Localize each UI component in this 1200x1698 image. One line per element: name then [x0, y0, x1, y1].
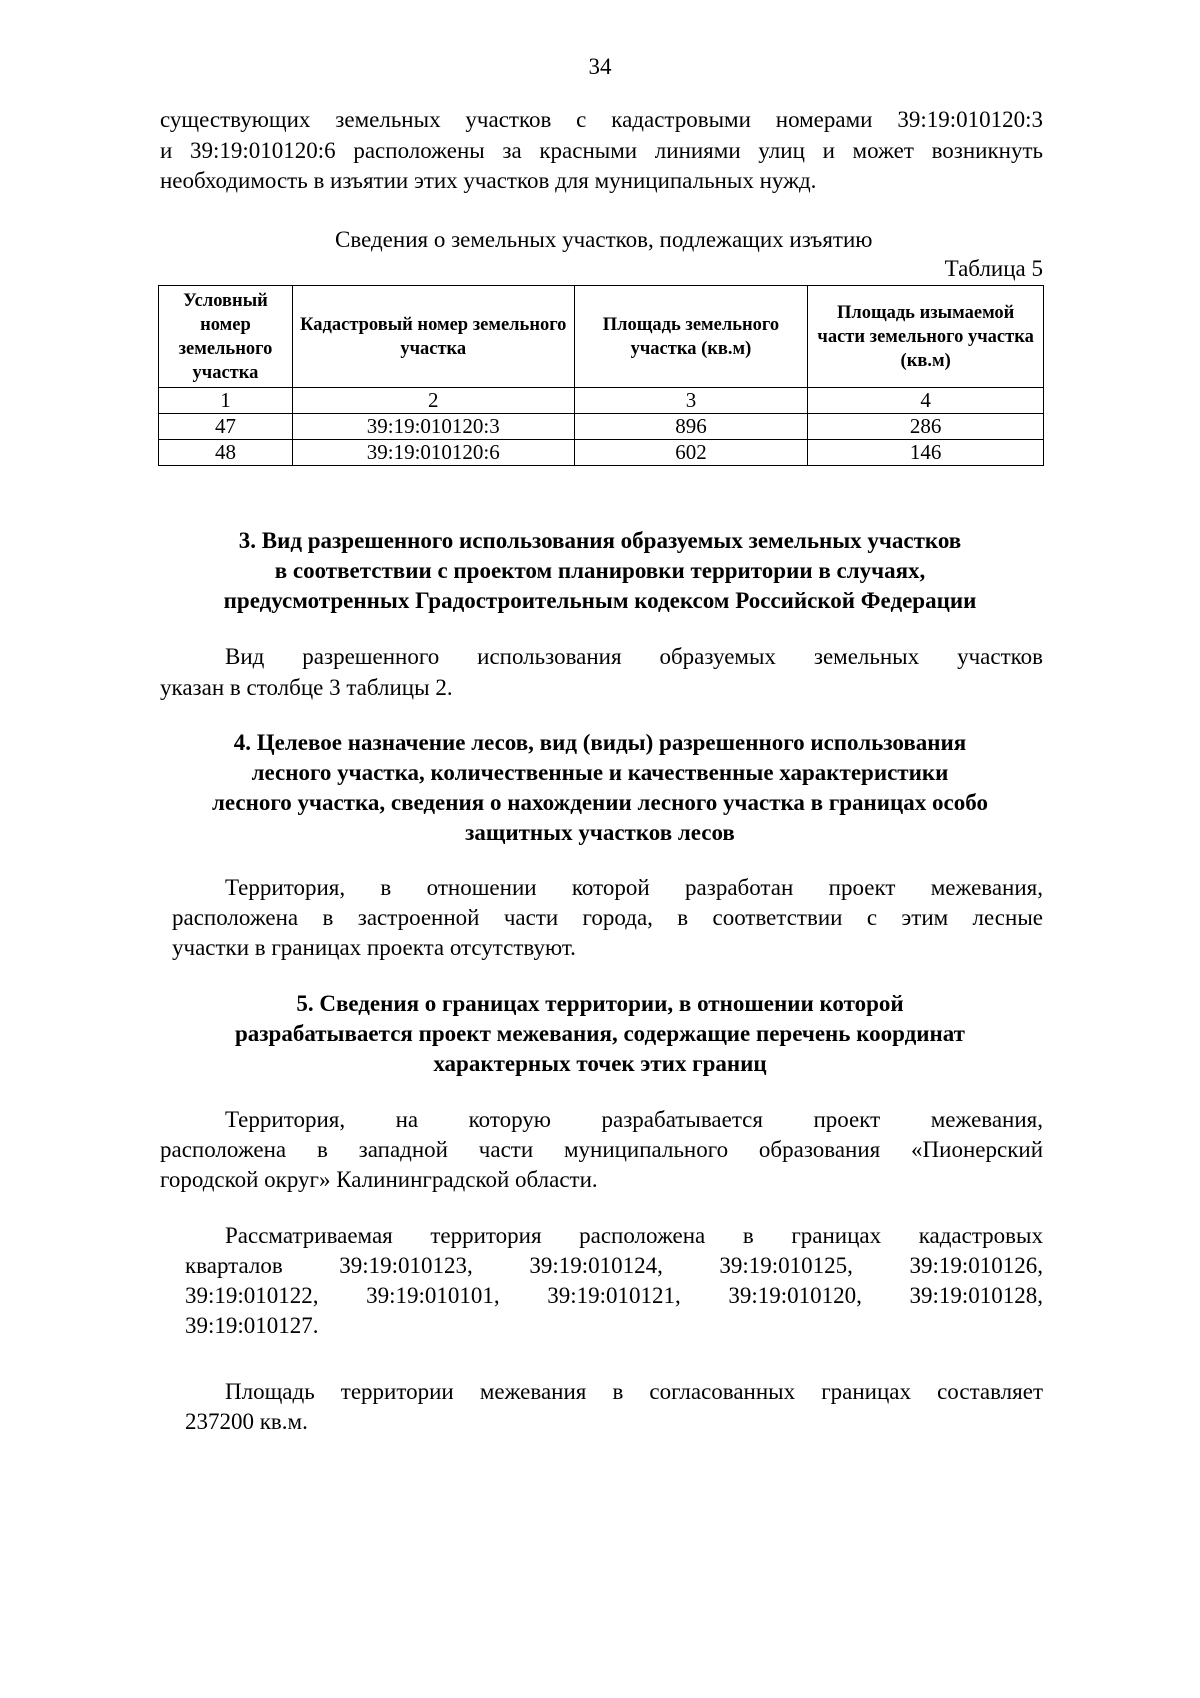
section5-paragraph: Рассматриваемая территория расположена в границах кадастровых	[225, 1223, 1043, 1248]
intro-line: существующих земельных участков с кадастровыми номерами 39:19:010120:3	[160, 107, 1043, 132]
section4-heading: защитных участков лесов	[465, 820, 735, 845]
table-cell: 39:19:010120:3	[292, 414, 574, 440]
section4-heading: лесного участка, количественные и качественные характеристики	[251, 760, 949, 785]
section5-heading: характерных точек этих границ	[433, 1051, 767, 1076]
intro-line: и 39:19:010120:6 расположены за красными линиями улиц и может возникнуть	[160, 138, 1043, 163]
column-number-row	[159, 388, 1044, 414]
table-cell: 47	[159, 414, 293, 440]
section5-paragraph: городской округ» Калининградской области.	[160, 1167, 598, 1192]
header-cell: Условный номер земельного участка	[159, 286, 293, 388]
section5-paragraph: 237200 кв.м.	[185, 1409, 308, 1434]
section4-paragraph: расположена в застроенной части города, в соответствии с этим лесные	[172, 905, 1043, 930]
table-header-row	[159, 286, 1044, 388]
section5-heading: 5. Сведения о границах территории, в отношении которой	[296, 991, 904, 1016]
section5-paragraph: Территория, на которую разрабатывается проект межевания,	[225, 1107, 1043, 1132]
section3-heading: предусмотренных Градостроительным кодексом Российской Федерации	[223, 588, 977, 613]
section3-paragraph: указан в столбце 3 таблицы 2.	[160, 675, 453, 700]
header-cell: Площадь изымаемой части земельного участка (кв.м)	[808, 286, 1044, 388]
section5-paragraph: расположена в западной части муниципального образования «Пионерский	[160, 1137, 1043, 1162]
table-cell: 3	[574, 388, 808, 414]
table-cell: 2	[292, 388, 574, 414]
table-cell: 896	[574, 414, 808, 440]
header-cell: Площадь земельного участка (кв.м)	[574, 286, 808, 388]
section4-heading: 4. Целевое назначение лесов, вид (виды) разрешенного использования	[233, 730, 967, 755]
section4-heading: лесного участка, сведения о нахождении лесного участка в границах особо	[212, 790, 988, 815]
section3-paragraph: Вид разрешенного использования образуемых земельных участков	[225, 644, 1043, 669]
land-plots-table	[158, 285, 1044, 466]
table-cell: 48	[159, 440, 293, 466]
table-cell: 39:19:010120:6	[292, 440, 574, 466]
section3-heading: 3. Вид разрешенного использования образуемых земельных участков	[238, 528, 962, 553]
table-caption: Сведения о земельных участков, подлежащих изъятию	[335, 227, 873, 252]
table-cell: 602	[574, 440, 808, 466]
table-row	[159, 414, 1044, 440]
section4-paragraph: Территория, в отношении которой разработан проект межевания,	[225, 875, 1043, 900]
page-number: 34	[588, 54, 612, 79]
table-cell: 286	[808, 414, 1044, 440]
intro-line: необходимость в изъятии этих участков для муниципальных нужд.	[160, 168, 817, 193]
section5-paragraph: 39:19:010127.	[185, 1313, 319, 1338]
section5-paragraph: кварталов 39:19:010123, 39:19:010124, 39:19:010125, 39:19:010126,	[185, 1253, 1043, 1278]
table-cell: 1	[159, 388, 293, 414]
section3-heading: в соответствии с проектом планировки территории в случаях,	[274, 558, 926, 583]
table-row	[159, 440, 1044, 466]
table-cell: 4	[808, 388, 1044, 414]
section5-paragraph: Площадь территории межевания в согласованных границах составляет	[225, 1379, 1043, 1404]
section5-paragraph: 39:19:010122, 39:19:010101, 39:19:010121, 39:19:010120, 39:19:010128,	[185, 1283, 1043, 1308]
table-cell: 146	[808, 440, 1044, 466]
section5-heading: разрабатывается проект межевания, содержащие перечень координат	[235, 1021, 965, 1046]
table-label: Таблица 5	[944, 256, 1043, 281]
section4-paragraph: участки в границах проекта отсутствуют.	[172, 935, 576, 960]
header-cell: Кадастровый номер земельного участка	[292, 286, 574, 388]
